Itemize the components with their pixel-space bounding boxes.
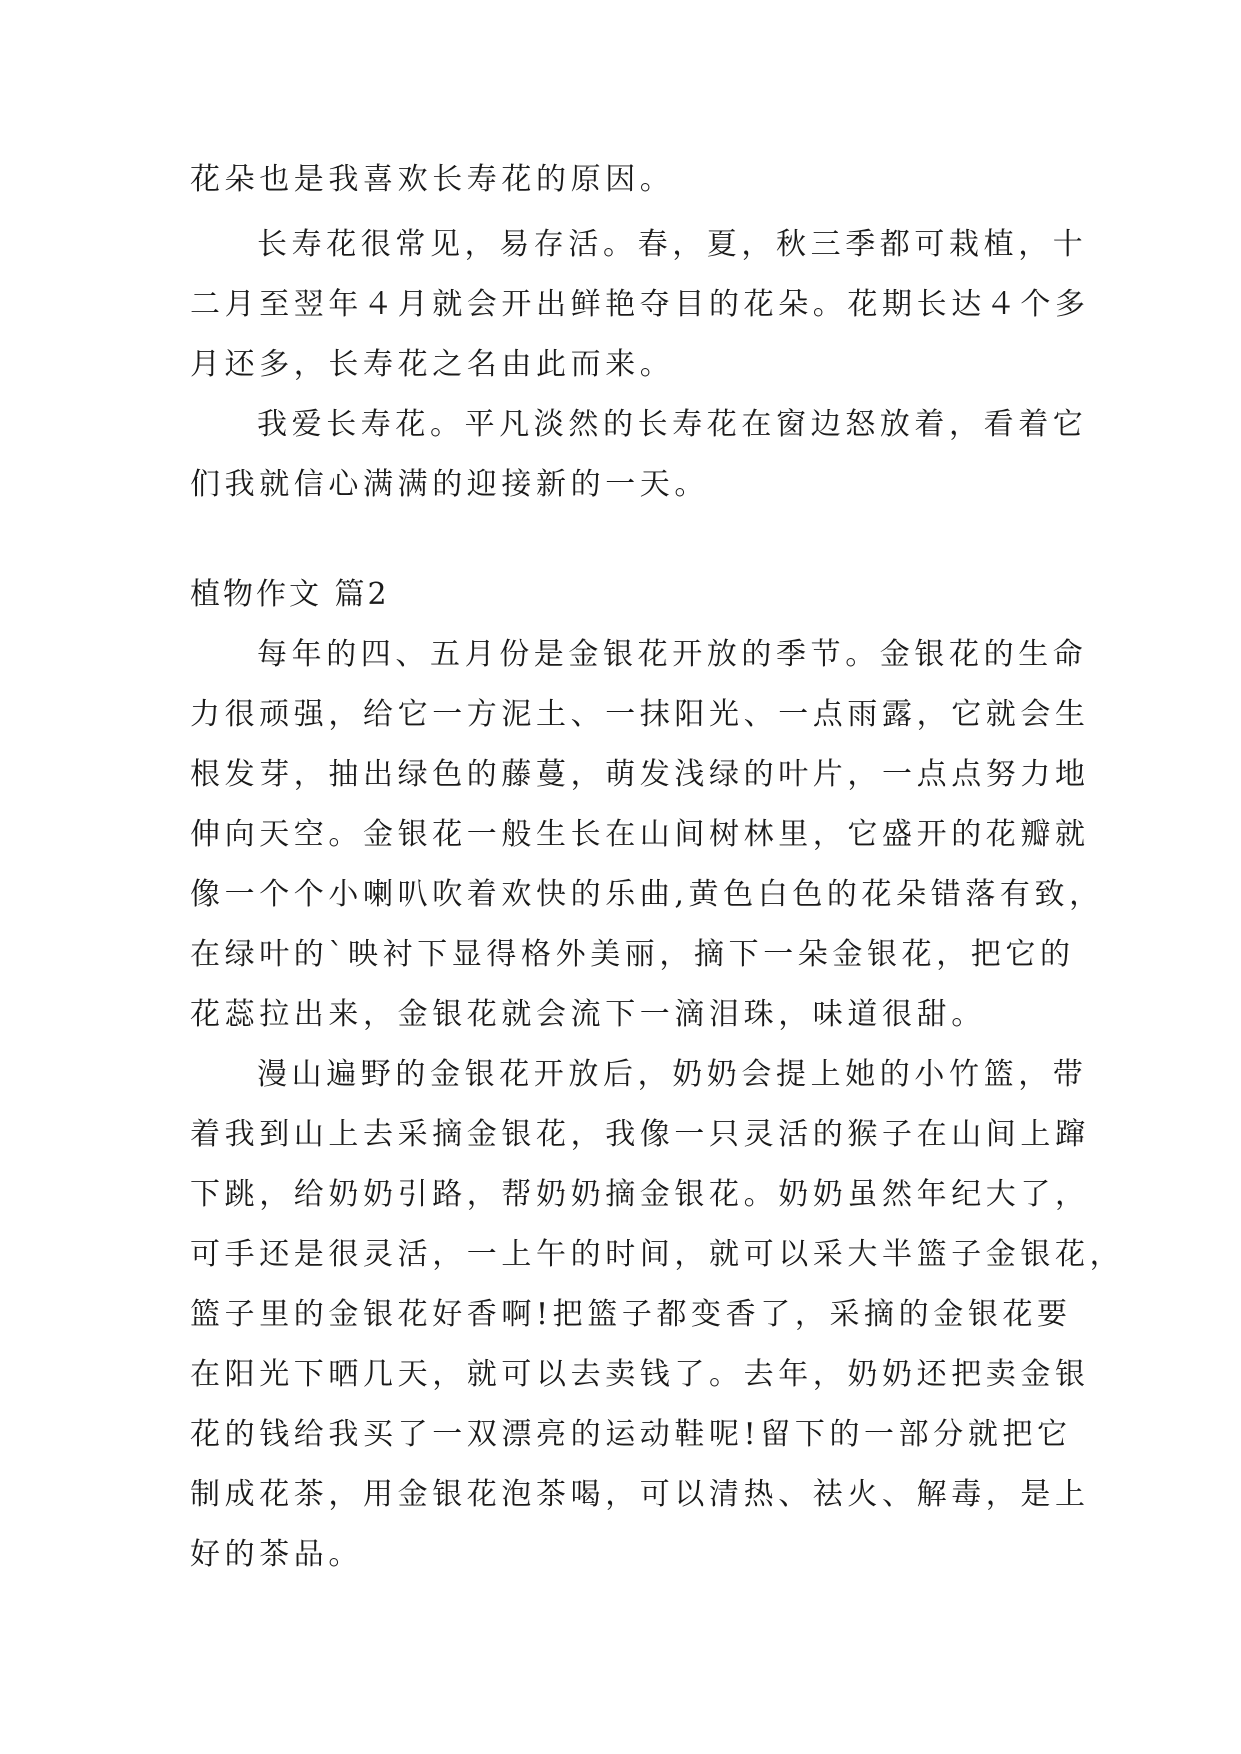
- text-line: 花朵也是我喜欢长寿花的原因。: [190, 162, 675, 197]
- text-line: 根发芽，抽出绿色的藤蔓，萌发浅绿的叶片，一点点努力地: [190, 757, 1090, 792]
- paragraph-first-line: 长寿花很常见，易存活。春，夏，秋三季都可栽植，十: [257, 227, 1088, 262]
- paragraph-first-line: 我爱长寿花。平凡淡然的长寿花在窗边怒放着，看着它: [257, 407, 1088, 442]
- text-line: 好的茶品。: [190, 1537, 363, 1572]
- text-line: 制成花茶，用金银花泡茶喝，可以清热、祛火、解毒，是上: [190, 1477, 1090, 1512]
- text-line: 伸向天空。金银花一般生长在山间树林里，它盛开的花瓣就: [190, 817, 1090, 852]
- text-line: 花蕊拉出来，金银花就会流下一滴泪珠，味道很甜。: [190, 997, 986, 1032]
- paragraph-first-line: 漫山遍野的金银花开放后，奶奶会提上她的小竹篮，带: [257, 1057, 1088, 1092]
- text-line: 二月至翌年４月就会开出鲜艳夺目的花朵。花期长达４个多: [190, 287, 1090, 322]
- text-line: 在阳光下晒几天，就可以去卖钱了。去年，奶奶还把卖金银: [190, 1357, 1090, 1392]
- text-line: 花的钱给我买了一双漂亮的运动鞋呢!留下的一部分就把它: [190, 1417, 1072, 1452]
- section-heading: 植物作文 篇2: [190, 577, 390, 612]
- text-line: 月还多，长寿花之名由此而来。: [190, 347, 675, 382]
- text-line: 可手还是很灵活，一上午的时间，就可以采大半篮子金银花，: [190, 1237, 1125, 1272]
- paragraph-first-line: 每年的四、五月份是金银花开放的季节。金银花的生命: [257, 637, 1088, 672]
- text-line: 下跳，给奶奶引路，帮奶奶摘金银花。奶奶虽然年纪大了，: [190, 1177, 1090, 1212]
- text-line: 在绿叶的`映衬下显得格外美丽，摘下一朵金银花，把它的: [190, 937, 1075, 972]
- text-line: 们我就信心满满的迎接新的一天。: [190, 467, 709, 502]
- text-line: 力很顽强，给它一方泥土、一抹阳光、一点雨露，它就会生: [190, 697, 1090, 732]
- text-line: 着我到山上去采摘金银花，我像一只灵活的猴子在山间上蹿: [190, 1117, 1090, 1152]
- text-line: 篮子里的金银花好香啊!把篮子都变香了，采摘的金银花要: [190, 1297, 1072, 1332]
- text-line: 像一个个小喇叭吹着欢快的乐曲,黄色白色的花朵错落有致，: [190, 877, 1104, 912]
